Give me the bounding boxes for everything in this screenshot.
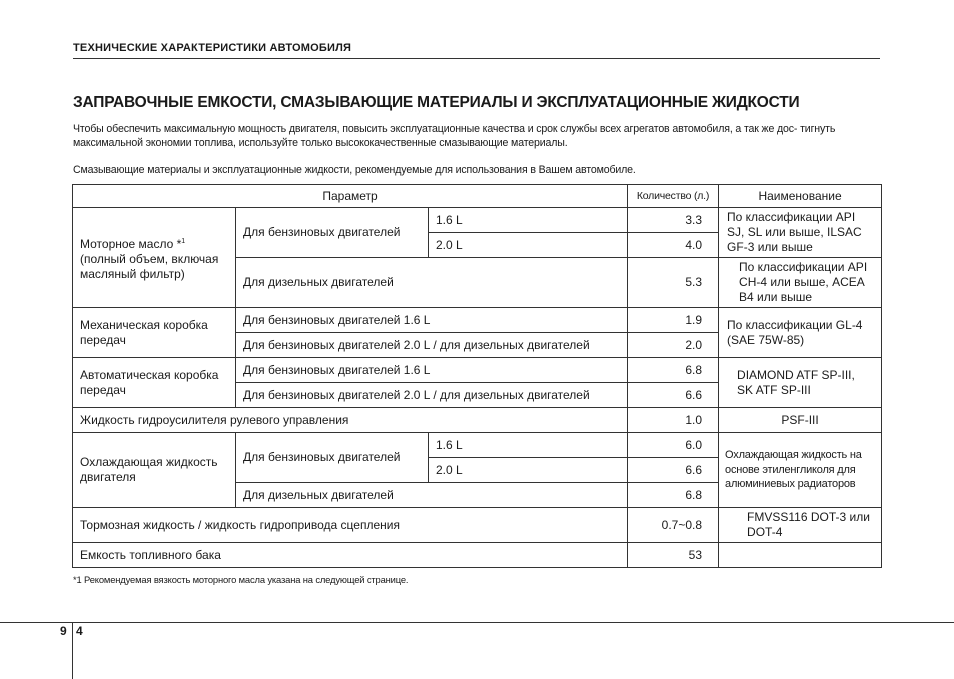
power-steering-qty: 1.0: [628, 408, 719, 433]
coolant-q16: 6.0: [628, 433, 719, 458]
manual-spec: По классификации GL-4 (SAE 75W-85): [719, 308, 882, 358]
fuel-spec: [719, 543, 882, 568]
intro-paragraph: Чтобы обеспечить максимальную мощность двигателя, повысить эксплуатационные качества и срок службы всех агрегатов автомобиля, а так же дос- тигнуть максимальной экономии топлива, используйте только высококачественные смазывающие материалы.: [73, 123, 836, 149]
manual-r1: Для бензиновых двигателей 1.6 L: [236, 308, 628, 333]
manual-r2: Для бензиновых двигателей 2.0 L / для дизельных двигателей: [236, 333, 628, 358]
engine-oil-petrol: Для бензиновых двигателей: [236, 208, 429, 258]
header-param: Параметр: [73, 185, 628, 208]
fuel-qty: 53: [628, 543, 719, 568]
coolant-diesel: Для дизельных двигателей: [236, 483, 628, 508]
engine-oil-v20: 2.0 L: [429, 233, 628, 258]
engine-oil-label: [73, 208, 236, 308]
coolant-q20: 6.6: [628, 458, 719, 483]
engine-oil-q20: 4.0: [628, 233, 719, 258]
table-header-row: [73, 185, 882, 208]
brake-spec: FMVSS116 DOT-3 или DOT-4: [719, 508, 882, 543]
engine-oil-petrol-spec: По классификации API SJ, SL или выше, ILSAC GF-3 или выше: [719, 208, 882, 258]
coolant-qd: 6.8: [628, 483, 719, 508]
engine-oil-diesel: Для дизельных двигателей: [236, 258, 628, 308]
auto-q2: 6.6: [628, 383, 719, 408]
table-row: [73, 408, 882, 433]
manual-q1: 1.9: [628, 308, 719, 333]
auto-r2: Для бензиновых двигателей 2.0 L / для дизельных двигателей: [236, 383, 628, 408]
table-row: [73, 308, 882, 333]
header-name: Наименование: [719, 185, 882, 208]
brake-label: Тормозная жидкость / жидкость гидропривода сцепления: [73, 508, 628, 543]
engine-oil-q16: 3.3: [628, 208, 719, 233]
table-row: [73, 543, 882, 568]
coolant-v20: 2.0 L: [429, 458, 628, 483]
table-row: [73, 358, 882, 383]
auto-label: Автоматическая коробка передач: [73, 358, 236, 408]
power-steering-label: Жидкость гидроусилителя рулевого управления: [73, 408, 628, 433]
table-row: [73, 508, 882, 543]
coolant-spec: Охлаждающая жидкость на основе этиленгликоля для алюминиевых радиаторов: [719, 433, 882, 508]
lead-paragraph: Смазывающие материалы и эксплуатационные жидкости, рекомендуемые для использования в Вашем автомобиле.: [73, 164, 636, 176]
page-number: 9 4: [60, 624, 86, 638]
table-row: [73, 208, 882, 233]
engine-oil-v16: 1.6 L: [429, 208, 628, 233]
fuel-label: Емкость топливного бака: [73, 543, 628, 568]
coolant-v16: 1.6 L: [429, 433, 628, 458]
engine-oil-qd: 5.3: [628, 258, 719, 308]
footer-divider: [0, 622, 954, 623]
footnote: *1 Рекомендуемая вязкость моторного масла указана на следующей странице.: [73, 574, 409, 585]
power-steering-spec: PSF-III: [719, 408, 882, 433]
header-qty: Количество (л.): [628, 185, 719, 208]
brake-qty: 0.7~0.8: [628, 508, 719, 543]
coolant-petrol: Для бензиновых двигателей: [236, 433, 429, 483]
auto-spec: DIAMOND ATF SP-III, SK ATF SP-III: [719, 358, 882, 408]
section-header: ТЕХНИЧЕСКИЕ ХАРАКТЕРИСТИКИ АВТОМОБИЛЯ: [73, 42, 880, 59]
engine-oil-diesel-spec: По классификации API CH-4 или выше, ACEA B4 или выше: [719, 258, 882, 308]
auto-q1: 6.8: [628, 358, 719, 383]
table-row: [73, 433, 882, 458]
engine-oil-label-text: Моторное масло *: [80, 236, 182, 251]
page-title: ЗАПРАВОЧНЫЕ ЕМКОСТИ, СМАЗЫВАЮЩИЕ МАТЕРИАЛЫ И ЭКСПЛУАТАЦИОННЫЕ ЖИДКОСТИ: [73, 94, 800, 111]
coolant-label: Охлаждающая жидкость двигателя: [73, 433, 236, 508]
footnote-mark: 1: [181, 237, 186, 245]
auto-r1: Для бензиновых двигателей 1.6 L: [236, 358, 628, 383]
capacities-table: [72, 184, 882, 568]
manual-label: Механическая коробка передач: [73, 308, 236, 358]
manual-q2: 2.0: [628, 333, 719, 358]
engine-oil-label-rest: (полный объем, включая масляный фильтр): [80, 251, 219, 281]
